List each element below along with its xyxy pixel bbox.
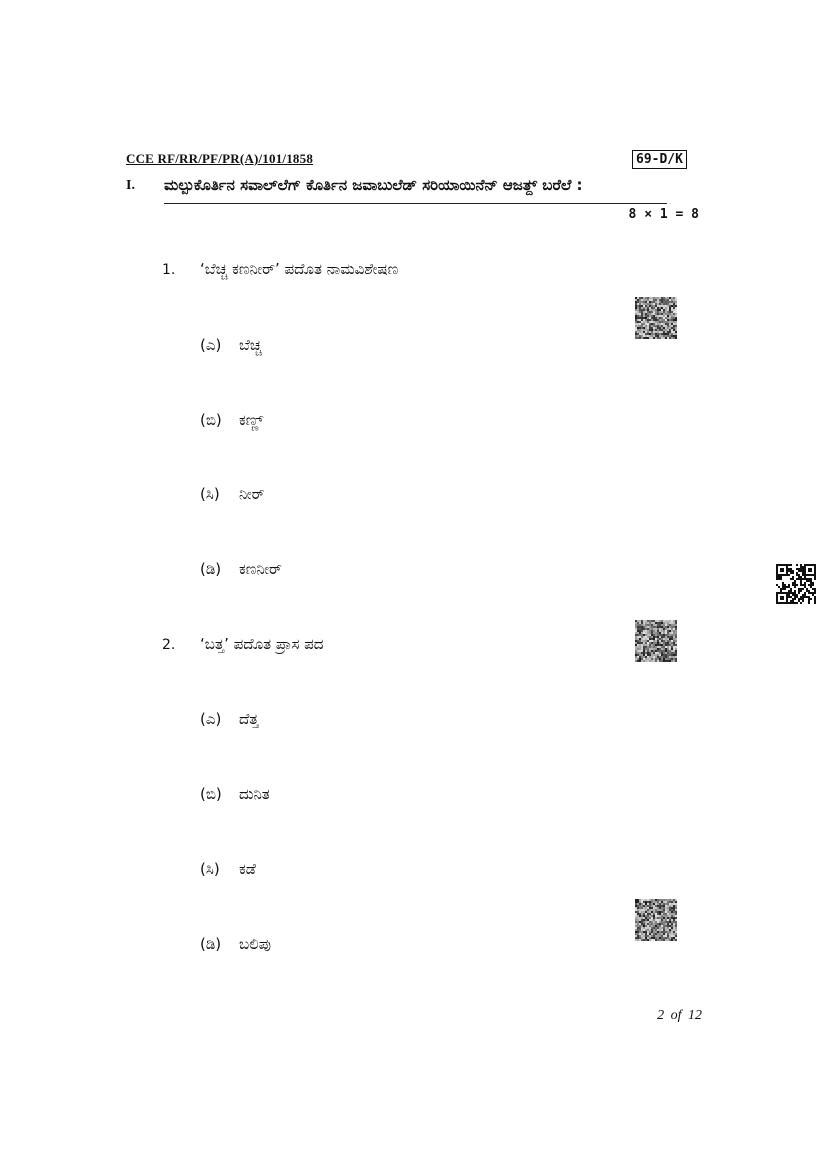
question-2-text: ‘ಬತ್ತ’ ಪದೊತ ಪ್ರಾಸ ಪದ xyxy=(200,635,324,653)
paper-code-box: 69-D/K xyxy=(632,150,687,169)
section-number: I. xyxy=(126,178,135,193)
q1-option-a-text: ಬೆಚ್ಚ xyxy=(239,336,262,354)
section-instruction: ಮಲ್ಪುಕೊರ್ತಿನ ಸವಾಲ್‌ಲೆಗ್ ಕೊರ್ತಿನ ಜವಾಬುಲೆಡ್ ಸರಿಯಾಯಿನೆನ್ ಆಜತ್ದ್ ಬರೆಲೆ : xyxy=(164,176,583,194)
q1-option-b-text: ಕಣ್ಣ್ xyxy=(239,411,264,429)
exam-code: CCE RF/RR/PF/PR(A)/101/1858 xyxy=(126,151,314,166)
q1-option-b-label: (ಬಿ) xyxy=(200,411,222,429)
qr-code-icon xyxy=(635,899,677,941)
q2-option-c-text: ಕಡೆ xyxy=(239,860,256,878)
page-number: 2 of 12 xyxy=(657,1008,702,1023)
question-1-text: ‘ಬೆಚ್ಚ ಕಣನೀರ್’ ಪದೊತ ನಾಮವಿಶೇಷಣ xyxy=(200,260,399,278)
q2-option-d-label: (ಡಿ) xyxy=(200,935,222,953)
q2-option-b-text: ದುನಿತ xyxy=(239,785,270,803)
q2-option-a-label: (ಎ) xyxy=(200,710,222,728)
q1-option-a-label: (ಎ) xyxy=(200,336,222,354)
question-1-number: 1. xyxy=(162,262,176,278)
q2-option-b-label: (ಬಿ) xyxy=(200,785,222,803)
section-underline xyxy=(164,203,667,204)
q1-option-c-text: ನೀರ್ xyxy=(239,485,265,503)
q1-option-d-text: ಕಣನೀರ್ xyxy=(239,560,282,578)
q2-option-d-text: ಬಲಿಪು xyxy=(239,935,271,953)
qr-code-icon xyxy=(635,620,677,662)
marks-allocation: 8 × 1 = 8 xyxy=(628,207,699,222)
qr-code-icon xyxy=(635,297,677,339)
qr-code-icon xyxy=(776,564,816,604)
q2-option-c-label: (ಸಿ) xyxy=(200,860,220,878)
question-2-number: 2. xyxy=(162,637,176,653)
q1-option-d-label: (ಡಿ) xyxy=(200,560,222,578)
q1-option-c-label: (ಸಿ) xyxy=(200,485,220,503)
q2-option-a-text: ದೆತ್ತ xyxy=(239,710,259,728)
